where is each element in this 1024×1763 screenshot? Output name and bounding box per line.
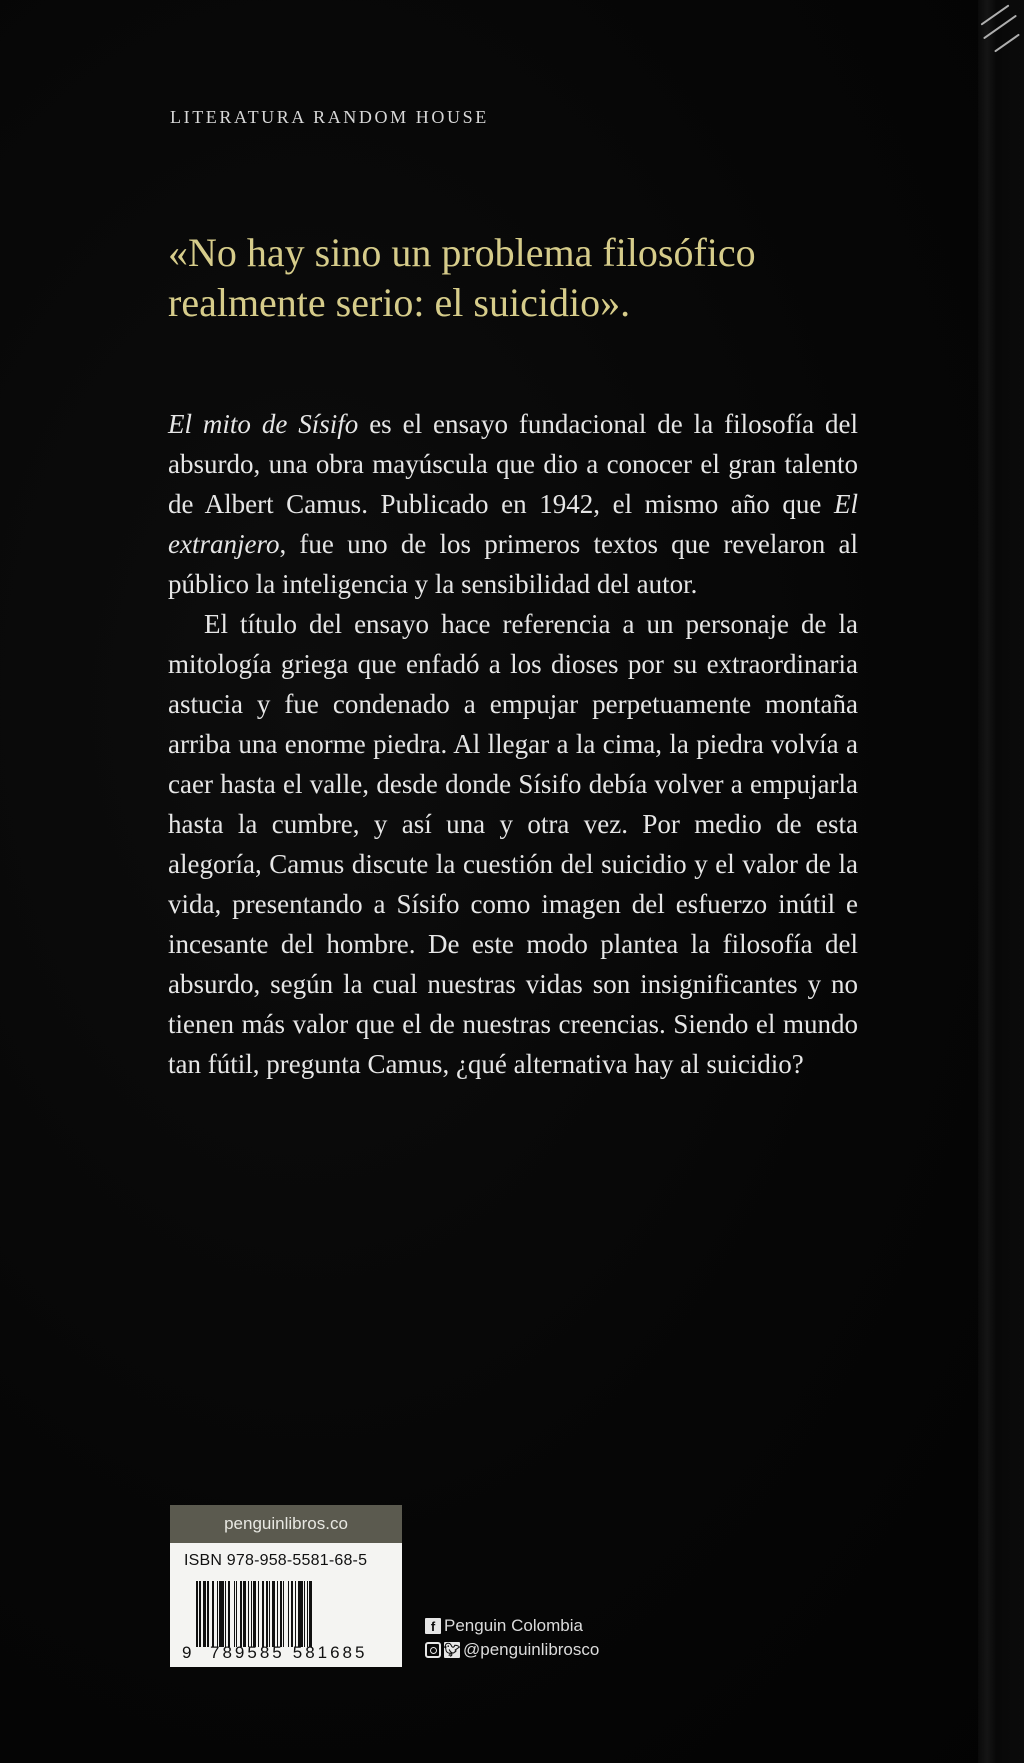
book-title: El mito de Sísifo [168,409,359,439]
pull-quote-line: realmente serio: el suicidio». [168,280,631,325]
twitter-icon: 🐦︎ [443,1642,461,1657]
facebook-icon: f [425,1618,441,1634]
synopsis-text: , fue uno de los primeros textos que revelaron al público la inteligencia y la sensibilidad del autor. [168,529,858,599]
pull-quote [168,228,868,328]
barcode-digits [182,1643,396,1663]
synopsis-paragraph-2: El título del ensayo hace referencia a un personaje de la mitología griega que enfadó a los dioses por su extraordinaria astucia y fue condenado a empujar perpetuamente montaña arriba una enorme piedra. Al llegar a la cima, la piedra volvía a caer hasta el valle, desde donde Sísifo debía volver a empujarla hasta la cumbre, y así una y otra vez. Por medio de esta alegoría, Camus discute la cuestión del suicidio y el valor de la vida, presentando a Sísifo como imagen del esfuerzo inútil e incesante del hombre. De este modo plantea la filosofía del absurdo, según la cual nuestras vidas son insignificantes y no tienen más valor que el de nuestras creencias. Siendo el mundo tan fútil, pregunta Camus, ¿qué alternativa hay al suicidio? [168,609,858,1079]
isbn-barcode-label [170,1505,402,1667]
barcode-bars [196,1581,396,1647]
cover-edge [978,0,1024,1763]
instagram-icon [425,1642,441,1658]
synopsis [168,404,858,1084]
facebook-label: Penguin Colombia [444,1616,583,1635]
synopsis-text: es el ensayo fundacional de la filosofía del absurdo, una obra mayúscula que dio a conocer el gran talento de Albert Camus. Publicado en 1942, el mismo año que [168,409,858,519]
isbn-number: ISBN 978-958-5581-68-5 [184,1552,368,1569]
synopsis-paragraph-1 [168,404,858,604]
website-banner: penguinlibros.co [170,1505,402,1543]
facebook-link[interactable] [425,1614,599,1638]
barcode [182,1581,396,1665]
barcode-digits-right: 581685 [292,1643,368,1662]
publisher-imprint: LITERATURA RANDOM HOUSE [170,107,489,127]
social-handle: @penguinlibrosco [463,1640,600,1659]
instagram-twitter-link[interactable] [425,1638,599,1662]
barcode-digits-left: 789585 [210,1643,285,1662]
social-links [425,1614,599,1662]
pull-quote-line: «No hay sino un problema filosófico [168,230,756,275]
related-book-title: El extranjero [168,489,858,559]
barcode-digit: 9 [182,1643,192,1662]
